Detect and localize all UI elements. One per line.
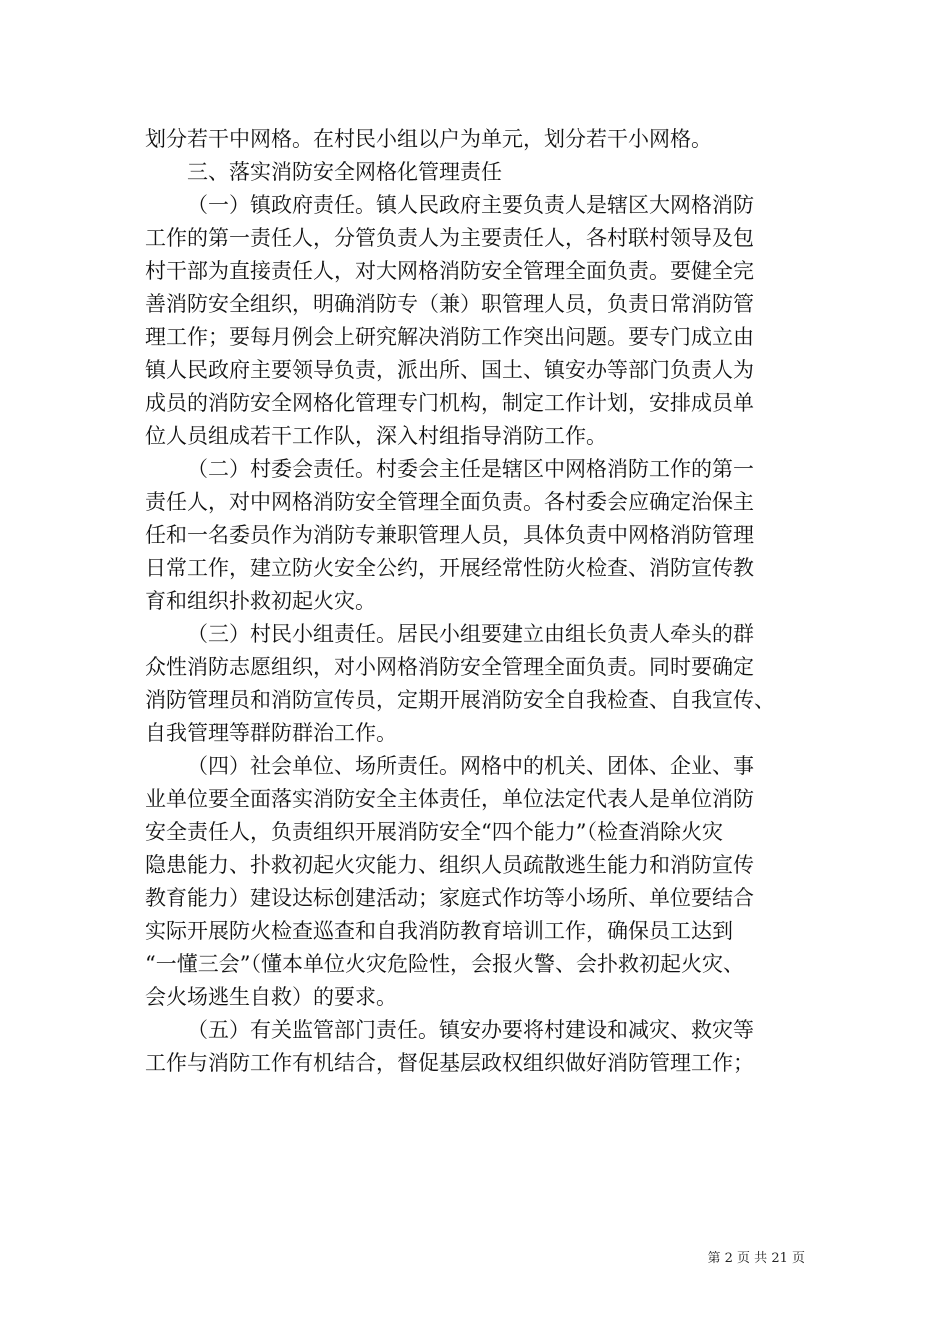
document-body [145, 123, 809, 1080]
text-line: 村干部为直接责任人，对大网格消防安全管理全面负责。要健全完 [145, 259, 754, 283]
text-line: 自我管理等群防群治工作。 [145, 721, 397, 745]
text-line: 责任人，对中网格消防安全管理全面负责。各村委会应确定治保主 [145, 490, 754, 514]
text-line: （二）村委会责任。村委会主任是辖区中网格消防工作的第一 [187, 457, 754, 481]
text-line: 三、落实消防安全网格化管理责任 [187, 160, 502, 184]
text-line: 育和组织扑救初起火灾。 [145, 589, 376, 613]
text-line: 业单位要全面落实消防安全主体责任，单位法定代表人是单位消防 [145, 787, 754, 811]
text-line: 安全责任人，负责组织开展消防安全“四个能力”（检查消除火灾 [145, 820, 723, 844]
text-line: 消防管理员和消防宣传员，定期开展消防安全自我检查、自我宣传、 [145, 688, 775, 712]
text-line: 实际开展防火检查巡查和自我消防教育培训工作，确保员工达到 [145, 919, 733, 943]
text-line: 众性消防志愿组织，对小网格消防安全管理全面负责。同时要确定 [145, 655, 754, 679]
text-line: （四）社会单位、场所责任。网格中的机关、团体、企业、事 [187, 754, 754, 778]
text-line: 教育能力）建设达标创建活动；家庭式作坊等小场所、单位要结合 [145, 886, 754, 910]
text-line: 位人员组成若干工作队，深入村组指导消防工作。 [145, 424, 607, 448]
text-line: 工作与消防工作有机结合，督促基层政权组织做好消防管理工作； [145, 1051, 754, 1075]
text-line: 理工作；要每月例会上研究解决消防工作突出问题。要专门成立由 [145, 325, 754, 349]
text-line: 会火场逃生自救）的要求。 [145, 985, 397, 1009]
text-line: 划分若干中网格。在村民小组以户为单元，划分若干小网格。 [145, 127, 712, 151]
text-line: 隐患能力、扑救初起火灾能力、组织人员疏散逃生能力和消防宣传 [145, 853, 754, 877]
text-line: 工作的第一责任人，分管负责人为主要责任人，各村联村领导及包 [145, 226, 754, 250]
text-line: 日常工作，建立防火安全公约，开展经常性防火检查、消防宣传教 [145, 556, 754, 580]
text-line: 成员的消防安全网格化管理专门机构，制定工作计划，安排成员单 [145, 391, 754, 415]
text-line: “一懂三会”（懂本单位火灾危险性，会报火警、会扑救初起火灾、 [145, 952, 744, 976]
text-line: 任和一名委员作为消防专兼职管理人员，具体负责中网格消防管理 [145, 523, 754, 547]
text-line: （五）有关监管部门责任。镇安办要将村建设和减灾、救灾等 [187, 1018, 754, 1042]
text-line: （一）镇政府责任。镇人民政府主要负责人是辖区大网格消防 [187, 193, 754, 217]
page-number-footer: 第 2 页 共 21 页 [707, 1251, 805, 1266]
text-line: 镇人民政府主要领导负责，派出所、国土、镇安办等部门负责人为 [145, 358, 754, 382]
text-line: （三）村民小组责任。居民小组要建立由组长负责人牵头的群 [187, 622, 754, 646]
text-line: 善消防安全组织，明确消防专（兼）职管理人员，负责日常消防管 [145, 292, 754, 316]
